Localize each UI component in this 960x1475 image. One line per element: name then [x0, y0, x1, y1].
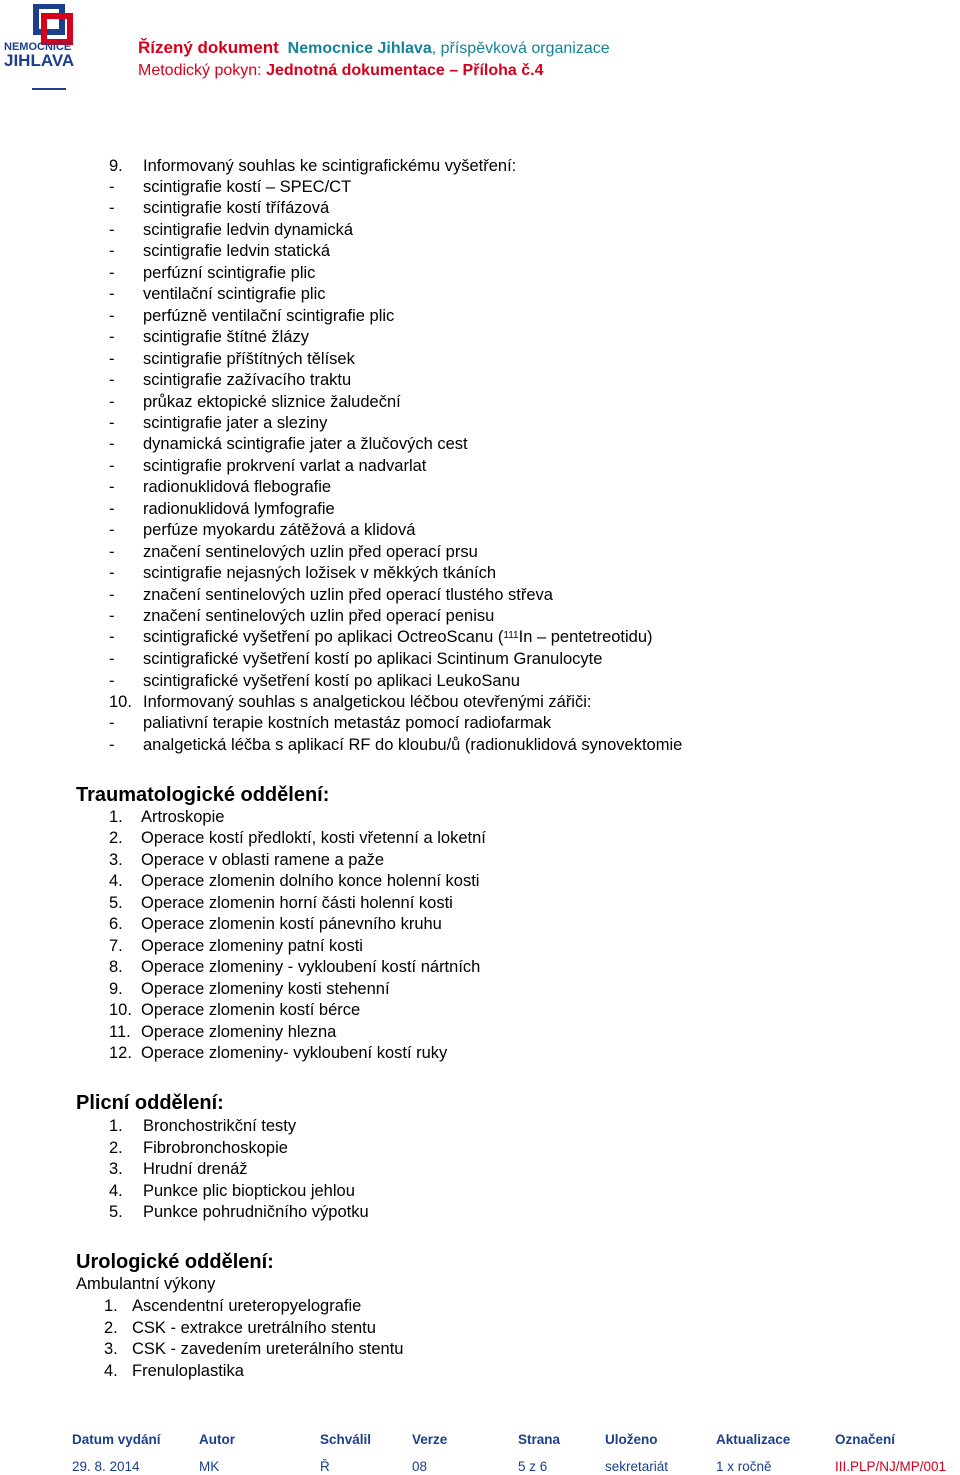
list-marker: 11.	[109, 1022, 131, 1041]
list-item-text: značení sentinelových uzlin před operací penisu	[143, 607, 495, 625]
footer-value: MK	[199, 1459, 220, 1474]
list-item-text: Operace zlomeniny - vykloubení kostí nártních	[141, 958, 481, 977]
instruction-title: Jednotná dokumentace – Příloha č.4	[266, 62, 544, 79]
urologie-subheading: Ambulantní výkony	[76, 1275, 216, 1293]
list-marker: 4.	[104, 1361, 118, 1380]
octreo-text-after: In – pentetreotidu)	[518, 628, 653, 646]
list-item-text: analgetická léčba s aplikací RF do kloubu/ů (radionuklidová synovektomie	[143, 735, 683, 754]
list-marker: 4.	[109, 872, 123, 891]
list-item-text: scintigrafie štítné žlázy	[143, 328, 309, 347]
list-item-text: Artroskopie	[141, 808, 225, 826]
list-marker: -	[109, 371, 115, 390]
list-item-text: radionuklidová flebografie	[143, 478, 332, 497]
list-marker: 6.	[109, 915, 123, 934]
list-item-text: Punkce pohrudničního výpotku	[143, 1203, 369, 1221]
footer-value: 1 x ročně	[716, 1459, 772, 1474]
list-marker: -	[109, 285, 115, 304]
list-item-text: scintigrafie prokrvení varlat a nadvarlat	[143, 456, 427, 475]
header-line-2	[138, 62, 543, 80]
section-title: Informovaný souhlas s analgetickou léčbou otevřenými zářiči:	[143, 693, 592, 711]
footer-label: Datum vydání	[72, 1432, 161, 1447]
list-item-text: scintigrafie zažívacího traktu	[143, 371, 352, 390]
list-marker: 5.	[109, 1203, 123, 1221]
list-item-text: Operace zlomeniny patní kosti	[141, 936, 363, 955]
list-item-text: scintigrafie ledvin statická	[143, 242, 331, 261]
list-marker: 5.	[109, 893, 123, 912]
list-marker: 10.	[109, 1001, 132, 1020]
footer-value: 29. 8. 2014	[72, 1459, 140, 1474]
list-marker: 3.	[104, 1340, 118, 1358]
logo-text-1: NEMOCNICE	[4, 41, 72, 53]
list-marker: -	[109, 478, 115, 497]
list-item-text: Operace zlomeniny- vykloubení kostí ruky	[141, 1043, 448, 1062]
list-marker: -	[109, 607, 115, 625]
organization-suffix: , příspěvková organizace	[431, 40, 610, 57]
list-marker: -	[109, 392, 115, 411]
list-item-text: Operace zlomenin kostí bérce	[141, 1001, 361, 1020]
list-item-text: scintigrafie jater a sleziny	[143, 413, 328, 432]
list-item-text: ventilační scintigrafie plic	[143, 285, 326, 304]
list-item-text: dynamická scintigrafie jater a žlučových cest	[143, 435, 468, 454]
octreo-sup: 111	[503, 630, 519, 641]
list-marker: 4.	[109, 1181, 123, 1200]
list-marker: -	[109, 242, 115, 261]
list-marker: 2.	[109, 1138, 123, 1157]
list-item-text: scintigrafie ledvin dynamická	[143, 220, 354, 239]
list-marker: -	[109, 521, 115, 540]
list-marker: -	[109, 735, 115, 754]
doc-type: Řízený dokument	[138, 38, 279, 57]
list-marker: -	[109, 650, 115, 668]
instruction-label: Metodický pokyn:	[138, 62, 262, 79]
header-line-1	[138, 38, 610, 58]
list-marker: 12.	[109, 1043, 132, 1062]
list-item-text: scintigrafie příštítných tělísek	[143, 349, 355, 368]
list-item-text: scintigrafie kostí třífázová	[143, 199, 330, 218]
list-item-text: paliativní terapie kostních metastáz pomocí radiofarmak	[143, 714, 552, 732]
footer-label: Uloženo	[605, 1432, 658, 1447]
footer-label: Autor	[199, 1432, 235, 1447]
footer-value: Ř	[320, 1459, 330, 1474]
list-marker: 3.	[109, 1160, 123, 1178]
list-marker: -	[109, 564, 115, 583]
list-item-text: perfúzní scintigrafie plic	[143, 263, 316, 282]
list-item-text: Operace kostí předloktí, kosti vřetenní a loketní	[141, 829, 486, 848]
list-marker: 2.	[109, 829, 123, 848]
footer-label: Schválil	[320, 1432, 372, 1447]
list-item-text: značení sentinelových uzlin před operací tlustého střeva	[143, 585, 553, 604]
list-item-text: Operace zlomenin kostí pánevního kruhu	[141, 915, 442, 934]
list-marker: -	[109, 199, 115, 218]
list-marker: -	[109, 306, 115, 325]
logo-text-2: JIHLAVA	[4, 51, 75, 70]
list-marker: -	[109, 328, 115, 347]
octreo-text: scintigrafické vyšetření po aplikaci OctreoScanu (	[143, 628, 504, 646]
urologie-heading: Urologické oddělení:	[76, 1251, 274, 1273]
list-marker: 3.	[109, 850, 123, 869]
list-item-text: scintigrafie kostí – SPEC/CT	[143, 178, 352, 196]
list-marker: -	[109, 435, 115, 454]
footer-value: 5 z 6	[518, 1459, 548, 1474]
footer-label: Označení	[835, 1432, 896, 1447]
list-item-text: Ascendentní ureteropyelografie	[132, 1297, 362, 1315]
list-item-text: Operace zlomeniny kosti stehenní	[141, 979, 390, 998]
footer-label: Aktualizace	[716, 1432, 791, 1447]
list-marker: -	[109, 220, 115, 239]
list-item-text: Hrudní drenáž	[143, 1160, 248, 1178]
list-item-text: Frenuloplastika	[132, 1361, 244, 1380]
list-item-text: scintigrafické vyšetření kostí po aplikaci LeukoSanu	[143, 671, 520, 690]
list-item-text: Operace zlomenin dolního konce holenní kosti	[141, 872, 480, 891]
list-item-text: Fibrobronchoskopie	[143, 1138, 288, 1157]
list-item-text: CSK - zavedením ureterálního stentu	[132, 1340, 404, 1358]
list-marker: -	[109, 349, 115, 368]
footer-value: 08	[412, 1459, 428, 1474]
list-marker: -	[109, 671, 115, 690]
list-marker: -	[109, 178, 115, 196]
list-marker: 1.	[104, 1297, 118, 1315]
list-marker: -	[109, 456, 115, 475]
list-marker: 7.	[109, 936, 123, 955]
list-item-text: Operace v oblasti ramene a paže	[141, 850, 385, 869]
list-item-text: scintigrafie nejasných ložisek v měkkých tkáních	[143, 564, 497, 583]
trauma-heading: Traumatologické oddělení:	[76, 784, 330, 806]
list-item-text: radionuklidová lymfografie	[143, 499, 335, 518]
list-marker: -	[109, 714, 115, 732]
list-marker: 1.	[109, 808, 123, 826]
footer-label: Strana	[518, 1432, 561, 1447]
list-item-text: scintigrafické vyšetření kostí po aplikaci Scintinum Granulocyte	[143, 650, 603, 668]
list-marker: 1.	[109, 1117, 123, 1135]
list-item-text: Operace zlomeniny hlezna	[141, 1022, 337, 1041]
list-marker: 8.	[109, 958, 123, 977]
list-item-text: perfúze myokardu zátěžová a klidová	[143, 521, 416, 540]
list-marker: -	[109, 585, 115, 604]
list-marker: -	[109, 413, 115, 432]
list-item-text: Punkce plic bioptickou jehlou	[143, 1181, 355, 1200]
footer-label: Verze	[412, 1432, 448, 1447]
dash: -	[109, 628, 115, 646]
footer-value: sekretariát	[605, 1459, 669, 1474]
section-title: Informovaný souhlas ke scintigrafickému vyšetření:	[143, 157, 517, 175]
section-number: 9.	[109, 157, 123, 175]
footer-value: III.PLP/NJ/MP/001	[835, 1459, 947, 1474]
organization: Nemocnice Jihlava	[287, 40, 432, 57]
list-item-text: značení sentinelových uzlin před operací prsu	[143, 542, 478, 561]
list-marker: -	[109, 499, 115, 518]
list-item-text: perfúzně ventilační scintigrafie plic	[143, 306, 395, 325]
list-marker: 2.	[104, 1318, 118, 1337]
list-marker: 9.	[109, 979, 123, 998]
list-marker: -	[109, 542, 115, 561]
plicni-heading: Plicní oddělení:	[76, 1092, 224, 1114]
list-item-text: CSK - extrakce uretrálního stentu	[132, 1318, 376, 1337]
hospital-logo	[4, 4, 96, 94]
list-item-text: Bronchostrikční testy	[143, 1117, 297, 1135]
list-marker: -	[109, 263, 115, 282]
list-item-text: Operace zlomenin horní části holenní kosti	[141, 893, 453, 912]
section-number: 10.	[109, 693, 132, 711]
list-item-text: průkaz ektopické sliznice žaludeční	[143, 392, 401, 411]
